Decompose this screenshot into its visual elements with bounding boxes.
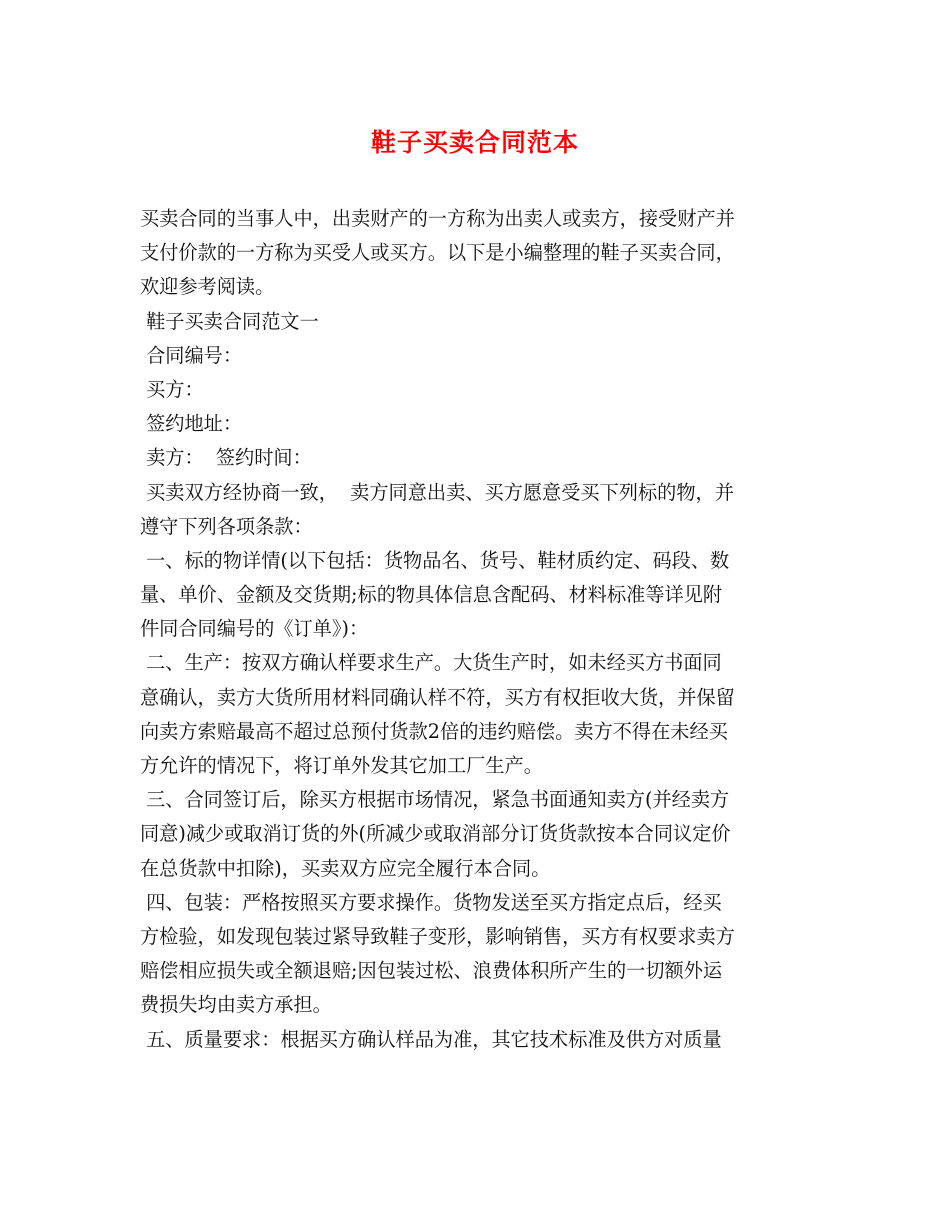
body-line: 买卖双方经协商一致， 卖方同意出卖、买方愿意受买下列标的物，并 [140, 480, 734, 504]
body-line: 欢迎参考阅读。 [140, 275, 275, 299]
clause-line: 方检验，如发现包装过紧导致鞋子变形，影响销售，买方有权要求卖方 [140, 924, 735, 948]
body-line: 买卖合同的当事人中，出卖财产的一方称为出卖人或卖方，接受财产并 [140, 207, 735, 230]
clause-line: 一、标的物详情(以下包括：货物品名、货号、鞋材质约定、码段、数 [140, 548, 730, 572]
body-line: 支付价款的一方称为买受人或买方。以下是小编整理的鞋子买卖合同， [140, 241, 735, 265]
clause-line: 四、包装：严格按照买方要求操作。货物发送至买方指定点后，经买 [140, 890, 722, 914]
document-body [140, 202, 812, 1057]
seller-field: 卖方： 签约时间： [140, 446, 312, 470]
contract-number-field: 合同编号： [140, 343, 243, 367]
clause-line: 同意)减少或取消订货的外(所减少或取消部分订货货款按本合同议定价 [140, 822, 731, 846]
section-heading: 鞋子买卖合同范文一 [140, 309, 319, 333]
clause-line: 量、单价、金额及交货期;标的物具体信息含配码、材料标准等详见附 [140, 583, 723, 607]
clause-line: 二、生产：按双方确认样要求生产。大货生产时，如未经买方书面同 [140, 651, 722, 675]
signing-address-field: 签约地址： [140, 412, 243, 436]
body-line: 遵守下列各项条款： [140, 514, 313, 538]
clause-line: 方允许的情况下，将订单外发其它加工厂生产。 [140, 754, 543, 777]
clause-line: 在总货款中扣除)，买卖双方应完全履行本合同。 [140, 856, 551, 880]
clause-line: 三、合同签订后，除买方根据市场情况，紧急书面通知卖方(并经卖方 [140, 788, 730, 812]
clause-line: 赔偿相应损失或全额退赔;因包装过松、浪费体积所产生的一切额外运 [140, 959, 723, 983]
buyer-field: 买方： [140, 377, 204, 401]
clause-line: 向卖方索赔最高不超过总预付货款2倍的违约赔偿。卖方不得在未经买 [140, 719, 728, 743]
clause-line: 费损失均由卖方承担。 [140, 993, 332, 1017]
document-title: 鞋子买卖合同范本 [370, 128, 579, 157]
clause-line: 意确认，卖方大货所用材料同确认样不符，买方有权拒收大货，并保留 [140, 685, 735, 709]
clause-line: 五、质量要求：根据买方确认样品为准，其它技术标准及供方对质量 [140, 1027, 722, 1051]
clause-line: 件同合同编号的《订单》)： [140, 617, 369, 641]
